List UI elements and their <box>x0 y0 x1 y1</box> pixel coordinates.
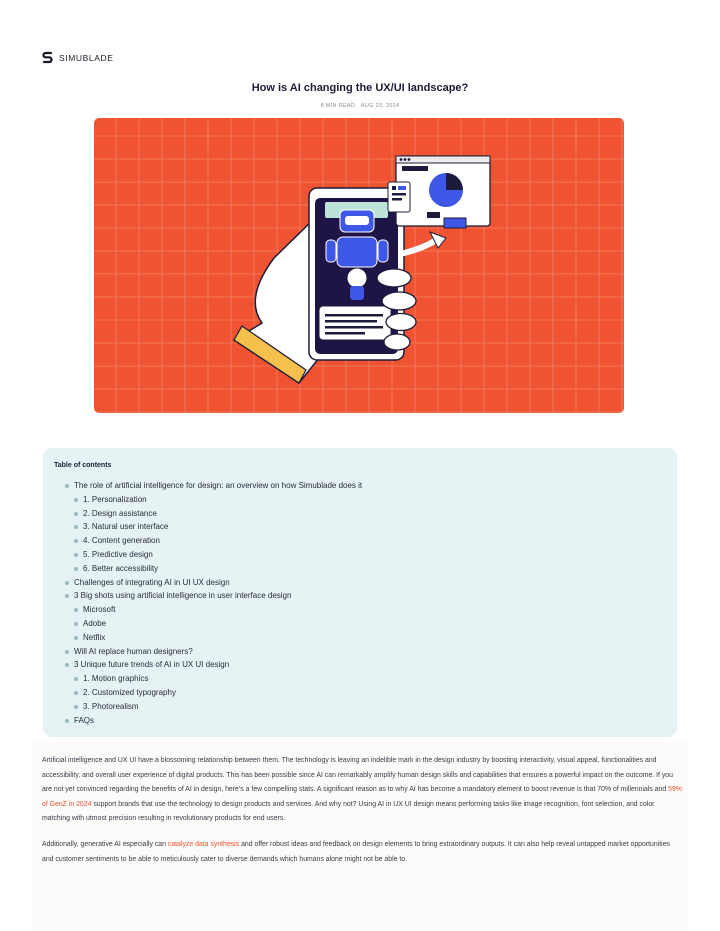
ai-robot-phone-illustration-icon <box>94 118 624 413</box>
article-title: How is AI changing the UX/UI landscape? <box>251 82 469 94</box>
toc-item[interactable]: Will AI replace human designers? <box>54 645 666 659</box>
toc-item[interactable]: 4. Content generation <box>54 534 666 548</box>
toc-item[interactable]: 2. Customized typography <box>54 686 666 700</box>
toc-item[interactable]: 3 Unique future trends of AI in UX UI design <box>54 658 666 672</box>
paragraph-text: support brands that use the technology to design products and services. And why not? Using AI in UX UI design means performing tasks like image recognition, font selection, and color matching with utmost precision resulting in revolutionary products for end users. <box>42 800 655 823</box>
toc-item[interactable]: 2. Design assistance <box>54 507 666 521</box>
toc-item[interactable]: 3 Big shots using artificial intelligence in user interface design <box>54 589 666 603</box>
toc-item[interactable]: Microsoft <box>54 603 666 617</box>
toc-item[interactable]: 1. Motion graphics <box>54 672 666 686</box>
article-paragraph <box>42 838 682 867</box>
paragraph-text: Artificial intelligence and UX UI have a blossoming relationship between them. The technology is leaving an indelible mark in the design industry by boosting interactivity, visual appeal, functionalities and accessibility, and overall user experience of digital products. This has been possible since AI can remarkably amplify human design skills and capabilities that ensures a powerful impact on the outcome. If you are not yet convinced regarding the benefits of AI in design, here’s a few compelling stats. A significant reason as to why AI has become a mandatory element to boost revenue is that 70% of millennials and <box>42 757 673 794</box>
simublade-logo-icon <box>42 51 53 64</box>
paragraph-text: Additionally, generative AI especially can <box>42 841 168 848</box>
toc-item[interactable]: Adobe <box>54 617 666 631</box>
toc-item[interactable]: The role of artificial intelligence for design: an overview on how Simublade does it <box>54 479 666 493</box>
brand-logo[interactable] <box>42 51 114 64</box>
toc-item[interactable]: Challenges of integrating AI in UI UX design <box>54 576 666 590</box>
paragraph-text: and offer robust ideas and feedback on design elements to bring extraordinary outputs. It can also help reveal untapped market opportunities and customer sentiments to be able to meticulously cater to diverse demands which humans alone might not be able to. <box>42 841 670 863</box>
brand-name: SIMUBLADE <box>59 52 114 63</box>
toc-title: Table of contents <box>54 462 112 469</box>
table-of-contents <box>43 448 677 737</box>
toc-item[interactable]: 6. Better accessibility <box>54 562 666 576</box>
toc-item[interactable]: 1. Personalization <box>54 493 666 507</box>
data-synthesis-link[interactable]: catalyze data synthesis <box>167 841 240 848</box>
genz-stat-link[interactable]: 59% of GenZ in 2024 <box>42 786 682 808</box>
article-body <box>32 742 688 931</box>
toc-item[interactable]: 3. Photorealism <box>54 700 666 714</box>
article-paragraph <box>42 754 682 827</box>
toc-item[interactable]: FAQs <box>54 714 666 728</box>
publish-date: AUG 23, 2024 <box>360 103 400 109</box>
read-time: 8 MIN READ <box>320 103 356 109</box>
toc-item[interactable]: 5. Predictive design <box>54 548 666 562</box>
toc-item[interactable]: 3. Natural user interface <box>54 520 666 534</box>
article-meta <box>0 103 720 109</box>
toc-item[interactable]: Netflix <box>54 631 666 645</box>
hero-image <box>94 118 624 413</box>
toc-list <box>54 479 666 727</box>
